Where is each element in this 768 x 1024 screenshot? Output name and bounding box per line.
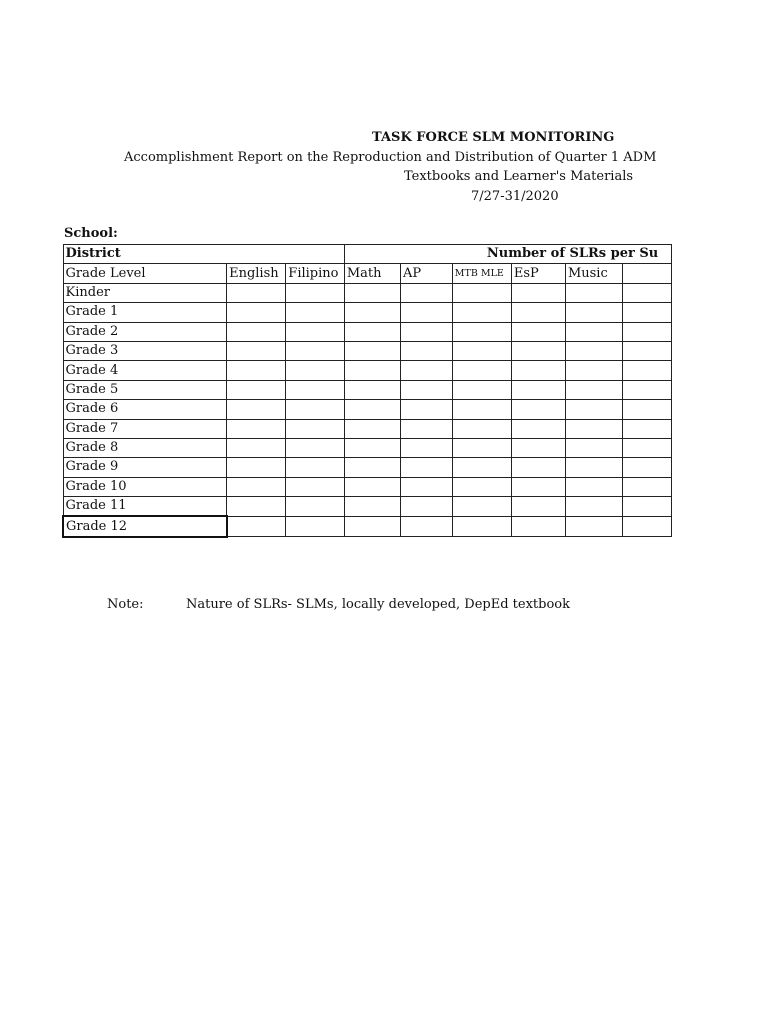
report-table — [62, 244, 672, 538]
value-cell[interactable] — [286, 400, 345, 419]
value-cell[interactable] — [344, 438, 400, 457]
grade-cell: Grade 6 — [63, 400, 227, 419]
value-cell[interactable] — [227, 361, 286, 380]
table-row — [63, 516, 672, 536]
value-cell[interactable] — [227, 477, 286, 496]
value-cell[interactable] — [452, 419, 511, 438]
value-cell[interactable] — [623, 497, 672, 517]
value-cell[interactable] — [511, 458, 565, 477]
value-cell[interactable] — [565, 400, 622, 419]
grade-cell: Grade 9 — [63, 458, 227, 477]
value-cell[interactable] — [286, 458, 345, 477]
value-cell[interactable] — [227, 380, 286, 399]
value-cell[interactable] — [344, 400, 400, 419]
table-row — [63, 419, 672, 438]
value-cell[interactable] — [344, 303, 400, 322]
value-cell[interactable] — [511, 322, 565, 341]
column-header-row — [63, 264, 672, 283]
value-cell[interactable] — [400, 303, 452, 322]
value-cell[interactable] — [452, 400, 511, 419]
grade-cell: Grade 2 — [63, 322, 227, 341]
table-row — [63, 497, 672, 517]
table-row — [63, 341, 672, 360]
value-cell[interactable] — [227, 322, 286, 341]
value-cell[interactable] — [344, 497, 400, 517]
value-cell[interactable] — [623, 361, 672, 380]
value-cell[interactable] — [452, 458, 511, 477]
value-cell[interactable] — [286, 477, 345, 496]
value-cell[interactable] — [565, 380, 622, 399]
table-row — [63, 322, 672, 341]
value-cell[interactable] — [565, 322, 622, 341]
grade-cell: Grade 1 — [63, 303, 227, 322]
value-cell[interactable] — [344, 477, 400, 496]
table-row — [63, 458, 672, 477]
report-table-container — [62, 244, 672, 540]
district-row — [63, 245, 672, 264]
col-header-esp: EsP — [511, 264, 565, 283]
value-cell[interactable] — [286, 322, 345, 341]
grade-cell: Grade 8 — [63, 438, 227, 457]
value-cell[interactable] — [623, 458, 672, 477]
slr-group-header-text: Number of SLRs per Su — [486, 246, 659, 262]
value-cell[interactable] — [565, 361, 622, 380]
col-header-ap: AP — [400, 264, 452, 283]
table-row — [63, 283, 672, 302]
value-cell[interactable] — [344, 322, 400, 341]
grade-cell: Grade 5 — [63, 380, 227, 399]
value-cell[interactable] — [400, 400, 452, 419]
value-cell[interactable] — [344, 361, 400, 380]
value-cell[interactable] — [511, 283, 565, 302]
col-header-grade-level: Grade Level — [63, 264, 227, 283]
grade-cell-selected[interactable]: Grade 12 — [63, 516, 227, 536]
value-cell[interactable] — [511, 361, 565, 380]
value-cell[interactable] — [623, 380, 672, 399]
value-cell[interactable] — [452, 380, 511, 399]
table-row — [63, 380, 672, 399]
value-cell[interactable] — [623, 438, 672, 457]
value-cell[interactable] — [344, 341, 400, 360]
grade-cell: Grade 4 — [63, 361, 227, 380]
value-cell[interactable] — [400, 458, 452, 477]
value-cell[interactable] — [565, 419, 622, 438]
value-cell[interactable] — [623, 303, 672, 322]
col-header-english: English — [227, 264, 286, 283]
value-cell[interactable] — [452, 516, 511, 536]
value-cell[interactable] — [344, 458, 400, 477]
note-text: Nature of SLRs- SLMs, locally developed, DepEd textbook — [186, 597, 570, 612]
value-cell[interactable] — [511, 477, 565, 496]
value-cell[interactable] — [344, 380, 400, 399]
col-header-music: Music — [565, 264, 622, 283]
value-cell[interactable] — [452, 497, 511, 517]
value-cell[interactable] — [286, 303, 345, 322]
value-cell[interactable] — [511, 303, 565, 322]
value-cell[interactable] — [400, 283, 452, 302]
table-body — [63, 245, 672, 537]
value-cell[interactable] — [511, 419, 565, 438]
grade-cell: Grade 7 — [63, 419, 227, 438]
value-cell[interactable] — [344, 283, 400, 302]
col-header-clipped — [623, 264, 672, 283]
value-cell[interactable] — [400, 380, 452, 399]
value-cell[interactable] — [400, 361, 452, 380]
value-cell[interactable] — [623, 419, 672, 438]
grade-cell: Grade 10 — [63, 477, 227, 496]
value-cell[interactable] — [452, 438, 511, 457]
value-cell[interactable] — [400, 516, 452, 536]
value-cell[interactable] — [511, 400, 565, 419]
value-cell[interactable] — [565, 438, 622, 457]
slr-group-header — [344, 245, 671, 264]
value-cell[interactable] — [286, 283, 345, 302]
value-cell[interactable] — [565, 303, 622, 322]
value-cell[interactable] — [344, 419, 400, 438]
district-label: District — [63, 245, 344, 264]
school-label: School: — [64, 226, 118, 241]
value-cell[interactable] — [623, 516, 672, 536]
value-cell[interactable] — [227, 516, 286, 536]
value-cell[interactable] — [286, 419, 345, 438]
value-cell[interactable] — [623, 477, 672, 496]
report-subtitle: Accomplishment Report on the Reproduction and Distribution of Quarter 1 ADM — [124, 150, 657, 165]
value-cell[interactable] — [227, 419, 286, 438]
value-cell[interactable] — [227, 438, 286, 457]
col-header-math: Math — [344, 264, 400, 283]
value-cell[interactable] — [565, 458, 622, 477]
value-cell[interactable] — [227, 458, 286, 477]
value-cell[interactable] — [286, 438, 345, 457]
value-cell[interactable] — [286, 516, 345, 536]
value-cell[interactable] — [286, 380, 345, 399]
value-cell[interactable] — [286, 361, 345, 380]
value-cell[interactable] — [452, 361, 511, 380]
report-title: TASK FORCE SLM MONITORING — [372, 130, 615, 145]
value-cell[interactable] — [400, 497, 452, 517]
value-cell[interactable] — [623, 341, 672, 360]
table-row — [63, 438, 672, 457]
value-cell[interactable] — [344, 516, 400, 536]
report-subtitle-materials: Textbooks and Learner's Materials — [404, 169, 634, 184]
table-row — [63, 303, 672, 322]
value-cell[interactable] — [400, 438, 452, 457]
grade-cell: Grade 3 — [63, 341, 227, 360]
value-cell[interactable] — [400, 419, 452, 438]
grade-cell: Kinder — [63, 283, 227, 302]
grade-cell: Grade 11 — [63, 497, 227, 517]
value-cell[interactable] — [511, 341, 565, 360]
value-cell[interactable] — [227, 497, 286, 517]
value-cell[interactable] — [511, 516, 565, 536]
value-cell[interactable] — [227, 303, 286, 322]
value-cell[interactable] — [227, 400, 286, 419]
value-cell[interactable] — [227, 341, 286, 360]
col-header-filipino: Filipino — [286, 264, 345, 283]
value-cell[interactable] — [511, 497, 565, 517]
value-cell[interactable] — [227, 283, 286, 302]
value-cell[interactable] — [511, 380, 565, 399]
value-cell[interactable] — [511, 438, 565, 457]
value-cell[interactable] — [565, 497, 622, 517]
table-row — [63, 361, 672, 380]
value-cell[interactable] — [565, 477, 622, 496]
value-cell[interactable] — [400, 477, 452, 496]
value-cell[interactable] — [452, 322, 511, 341]
table-row — [63, 477, 672, 496]
value-cell[interactable] — [286, 341, 345, 360]
value-cell[interactable] — [400, 341, 452, 360]
value-cell[interactable] — [565, 341, 622, 360]
value-cell[interactable] — [623, 322, 672, 341]
report-dates: 7/27-31/2020 — [471, 189, 559, 204]
col-header-mtb-mle: MTB MLE — [452, 264, 511, 283]
value-cell[interactable] — [623, 283, 672, 302]
value-cell[interactable] — [565, 516, 622, 536]
note-label: Note: — [107, 597, 144, 612]
table-row — [63, 400, 672, 419]
value-cell[interactable] — [452, 283, 511, 302]
value-cell[interactable] — [452, 341, 511, 360]
value-cell[interactable] — [623, 400, 672, 419]
value-cell[interactable] — [400, 322, 452, 341]
value-cell[interactable] — [286, 497, 345, 517]
value-cell[interactable] — [452, 477, 511, 496]
value-cell[interactable] — [452, 303, 511, 322]
value-cell[interactable] — [565, 283, 622, 302]
